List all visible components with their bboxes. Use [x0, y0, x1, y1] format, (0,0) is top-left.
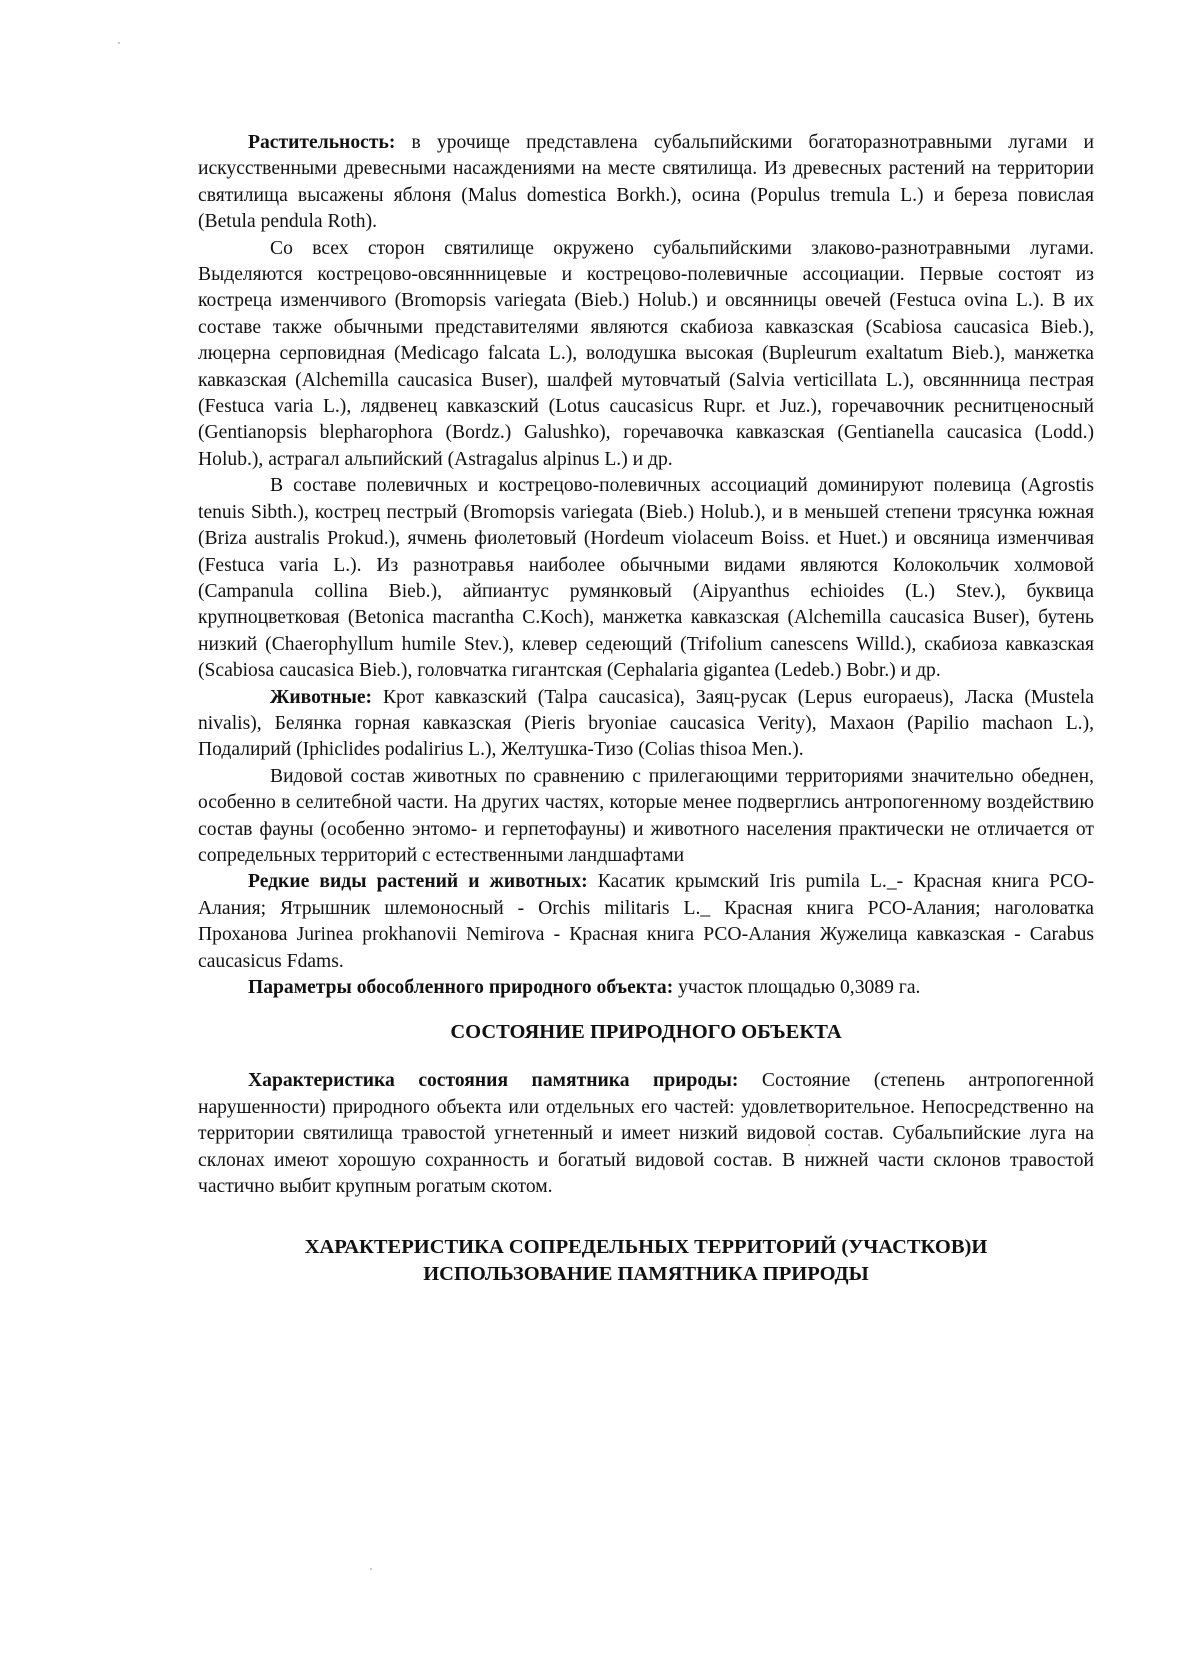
parameters-label: Параметры обособленного природного объекта: [248, 977, 674, 998]
animals-paragraph [198, 685, 1094, 764]
state-text: Состояние (степень антропогенной нарушенности) природного объекта или отдельных его частей: удовлетворительное. Непосредственно на территории святилища травостой угнетенный и имеет низкий видовой состав. Субальпийские луга на склонах имеют хорошую сохранность и богатый видовой состав. В нижней части склонов травостой частично выбит крупным рогатым скотом. [198, 1070, 1094, 1198]
state-section-heading: СОСТОЯНИЕ ПРИРОДНОГО ОБЪЕКТА [450, 1021, 842, 1044]
vegetation-paragraph [198, 130, 1094, 236]
vegetation-text: в урочище представлена субальпийскими богаторазнотравными лугами и искусственными древесными насаждениями на месте святилища. Из древесных растений на территории святилища высажены яблоня (Malus domestica Borkh.), осина (Populus tremula L.) и береза повислая (Betula pendula Roth). [198, 132, 1094, 233]
next-section-heading-line-2: ИСПОЛЬЗОВАНИЕ ПАМЯТНИКА ПРИРОДЫ [423, 1263, 869, 1286]
state-label: Характеристика состояния памятника природы: [248, 1070, 739, 1092]
parameters-paragraph [198, 975, 1094, 1001]
next-section-heading [198, 1234, 1094, 1288]
document-body [198, 130, 1094, 1288]
scan-speck [370, 1568, 372, 1570]
animals-text: Крот кавказский (Talpa caucasica), Заяц-русак (Lepus europaeus), Ласка (Mustela nivalis), Белянка горная кавказская (Pieris bryoniae caucasica Verity), Махаон (Papilio machaon L.), Подалирий (Iphiclides podalirius L.), Желтушка-Тизо (Colias thisoa Men.). [198, 686, 1094, 761]
scan-speck [118, 42, 120, 44]
state-paragraph [198, 1068, 1094, 1200]
rare-species-text: Касатик крымский Iris pumila L._- Красная книга РСО-Алания; Ятрышник шлемоносный - Orchis militaris L._ Красная книга РСО-Алания; наголоватка Проханова Jurinea prokhanovii Nemirova - Красная книга РСО-Алания Жужелица кавказская - Carabus caucasicus Fdams. [198, 871, 1094, 972]
next-section-heading-line-1: ХАРАКТЕРИСТИКА СОПРЕДЕЛЬНЫХ ТЕРРИТОРИЙ (УЧАСТКОВ)И [304, 1236, 988, 1259]
rare-species-paragraph [198, 869, 1094, 975]
animals-label: Животные: [270, 686, 373, 708]
vegetation-label: Растительность: [248, 132, 396, 153]
vegetation-paragraph-2: Со всех сторон святилище окружено субальпийскими злаково-разнотравными лугами. Выделяются кострецово-овсяннницевые и кострецово-полевичные ассоциации. Первые состоят из костреца изменчивого (Bromopsis variegata (Bieb.) Holub.) и овсянницы овечей (Festuca ovina L.). В их составе также обычными представителями являются скабиоза кавказская (Scabiosa caucasica Bieb.), люцерна серповидная (Medicago falcata L.), володушка высокая (Bupleurum exaltatum Bieb.), манжетка кавказская (Alchemilla caucasica Buser), шалфей мутовчатый (Salvia verticillata L.), овсяннница пестрая (Festuca varia L.), лядвенец кавказский (Lotus caucasicus Rupr. et Juz.), горечавочник реснитценосный (Gentianopsis blepharophora (Bordz.) Galushko), горечавочка кавказская (Gentianella caucasica (Lodd.) Holub.), астрагал альпийский (Astragalus alpinus L.) и др. [198, 237, 1094, 470]
vegetation-paragraph-3: В составе полевичных и кострецово-полевичных ассоциаций доминируют полевица (Agrostis tenuis Sibth.), кострец пестрый (Bromopsis variegata (Bieb.) Holub.), и в меньшей степени трясунка южная (Briza australis Prokud.), ячмень фиолетовый (Hordeum violaceum Boiss. et Huet.) и овсяница изменчивая (Festuca varia L.). Из разнотравья наиболее обычными видами являются Колокольчик холмовой (Campanula collina Bieb.), айпиантус румянковый (Aipyanthus echioides (L.) Stev.), буквица крупноцветковая (Betonica macrantha C.Koch), манжетка кавказская (Alchemilla caucasica Buser), бутень низкий (Chaerophyllum humile Stev.), клевер седеющий (Trifolium canescens Willd.), скабиоза кавказская (Scabiosa caucasica Bieb.), головчатка гигантская (Cephalaria gigantea (Ledeb.) Bobr.) и др. [198, 475, 1094, 682]
animals-paragraph-2: Видовой состав животных по сравнению с прилегающими территориями значительно обеднен, особенно в селитебной части. На других частях, которые менее подверглись антропогенному воздействию состав фауны (особенно энтомо- и герпетофауны) и животного населения практически не отличается от сопредельных территорий с естественными ландшафтами [198, 765, 1094, 866]
rare-species-label: Редкие виды растений и животных: [248, 871, 588, 893]
parameters-text: участок площадью 0,3089 га. [678, 977, 921, 998]
